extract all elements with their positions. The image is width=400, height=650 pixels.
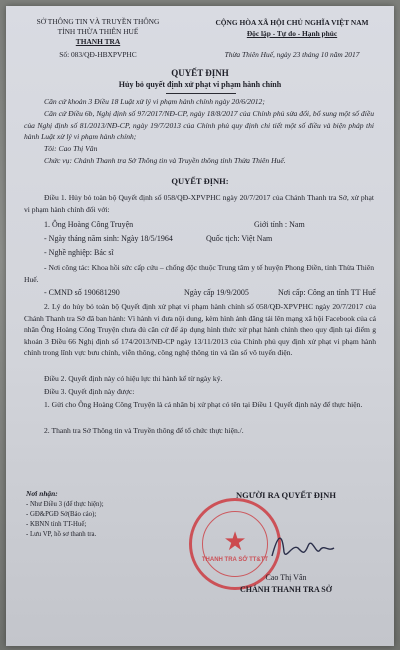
violator-gender: Giới tính : Nam [254,220,305,229]
violator-nationality: Quốc tịch: Việt Nam [206,234,273,243]
article-3-item-2: 2. Thanh tra Sở Thông tin và Truyền thông để tổ chức thực hiện./. [44,426,244,435]
signer-position: CHÁNH THANH TRA SỞ [240,585,332,594]
annulment-reason: 2. Lý do hủy bỏ toàn bộ Quyết định xử phạt vi phạm hành chính số 058/QĐ-XPVPHC ngày 20/7/2017 của Chánh Thanh tra Sở đã ban hành: Vì hành vi đưa nội dung, kèm hình ảnh đăng tải lên mạng xã hội Facebook của cá nhân Ông Hoàng Công Truyện chưa đủ căn cứ để áp dụng hình thức xử phạt hành chính theo quy định tại điểm g khoản 3 Điều 66 Nghị định số 174/2013/NĐ-CP ngày 13/11/2013 của Chính phủ quy định xử phạt vi phạm hành chính trong lĩnh vực bưu chính, viễn thông, công nghệ thông tin và tần số vô tuyến điện. [24,302,376,358]
seal-star-icon: ★ [223,527,247,556]
preamble-basis-2: Căn cứ Điều 6b, Nghị định số 97/2017/NĐ-CP, ngày 18/8/2017 của Chính phủ sửa đổi, bổ sung một số điều của Nghị định số 81/2013/NĐ-CP, ngày 19/7/2013 của Chính phủ quy định chi tiết một số điều và biện pháp thi hành Luật xử lý vi phạm hành chính; [24,109,374,142]
recipient-item: - Lưu VP, hồ sơ thanh tra. [26,531,97,538]
article-1-intro: Điều 1. Hủy bỏ toàn bộ Quyết định số 058/QĐ-XPVPHC ngày 20/7/2017 của Chánh Thanh tra Sở, xử phạt vi phạm hành chính đối với: [24,193,374,214]
agency-name: SỞ THÔNG TIN VÀ TRUYỀN THÔNG [36,17,160,26]
issue-date: Thừa Thiên Huế, ngày 23 tháng 10 năm 2017 [224,50,360,59]
document-subtitle: Hủy bỏ quyết định xử phạt vi phạm hành chính [118,80,282,89]
preamble-signer: Tôi: Cao Thị Vân [44,144,98,153]
preamble-position: Chức vụ: Chánh Thanh tra Sở Thông tin và Truyền thông tỉnh Thừa Thiên Huế. [44,156,286,165]
department-name: THANH TRA [75,37,121,46]
recipient-item: - Như Điều 3 (để thực hiện); [26,501,104,508]
document-page [6,6,394,646]
violator-id-place: Nơi cấp: Công an tỉnh TT Huế [278,288,376,297]
violator-dob: - Ngày tháng năm sinh: Ngày 18/5/1964 [44,234,173,243]
decision-heading: QUYẾT ĐỊNH: [171,176,229,186]
national-motto: Độc lập - Tự do - Hạnh phúc [246,29,338,38]
signer-name: Cao Thị Vân [265,573,307,582]
violator-workplace: - Nơi công tác: Khoa hồi sức cấp cứu – chống độc thuộc Trung tâm y tế huyện Phong Điền, tỉnh Thừa Thiên Huế. [24,263,374,284]
signer-title: NGƯỜI RA QUYẾT ĐỊNH [236,490,336,500]
article-3-intro: Điều 3. Quyết định này được: [44,387,135,396]
seal-text: THANH TRA SỞ TT&TT [201,557,269,563]
article-2: Điều 2. Quyết định này có hiệu lực thi hành kể từ ngày ký. [44,374,223,383]
title-underline [166,93,236,94]
violator-job: - Nghề nghiệp: Bác sĩ [44,248,114,257]
violator-name: 1. Ông Hoàng Công Truyện [44,220,134,229]
violator-id-number: - CMND số 190681290 [44,288,120,297]
preamble-basis-1: Căn cứ khoản 3 Điều 18 Luật xử lý vi phạm hành chính ngày 20/6/2012; [44,97,265,106]
document-title: QUYẾT ĐỊNH [171,68,229,78]
violator-id-date: Ngày cấp 19/9/2005 [184,288,249,297]
recipients-label: Nơi nhận: [26,489,58,498]
recipient-item: - KBNN tỉnh TT-Huế; [26,521,87,528]
province-name: TỈNH THỪA THIÊN HUẾ [57,27,139,36]
article-3-item-1: 1. Gửi cho Ông Hoàng Công Truyện là cá nhân bị xử phạt có tên tại Điều 1 Quyết định này để thực hiện. [44,400,363,409]
document-number: Số: 083/QĐ-HBXPVPHC [59,50,137,59]
handwritten-signature [268,526,338,571]
recipient-item: - GĐ&PGĐ Sở(Báo cáo); [26,511,97,518]
country-name: CỘNG HÒA XÃ HỘI CHỦ NGHĨA VIỆT NAM [215,18,369,27]
